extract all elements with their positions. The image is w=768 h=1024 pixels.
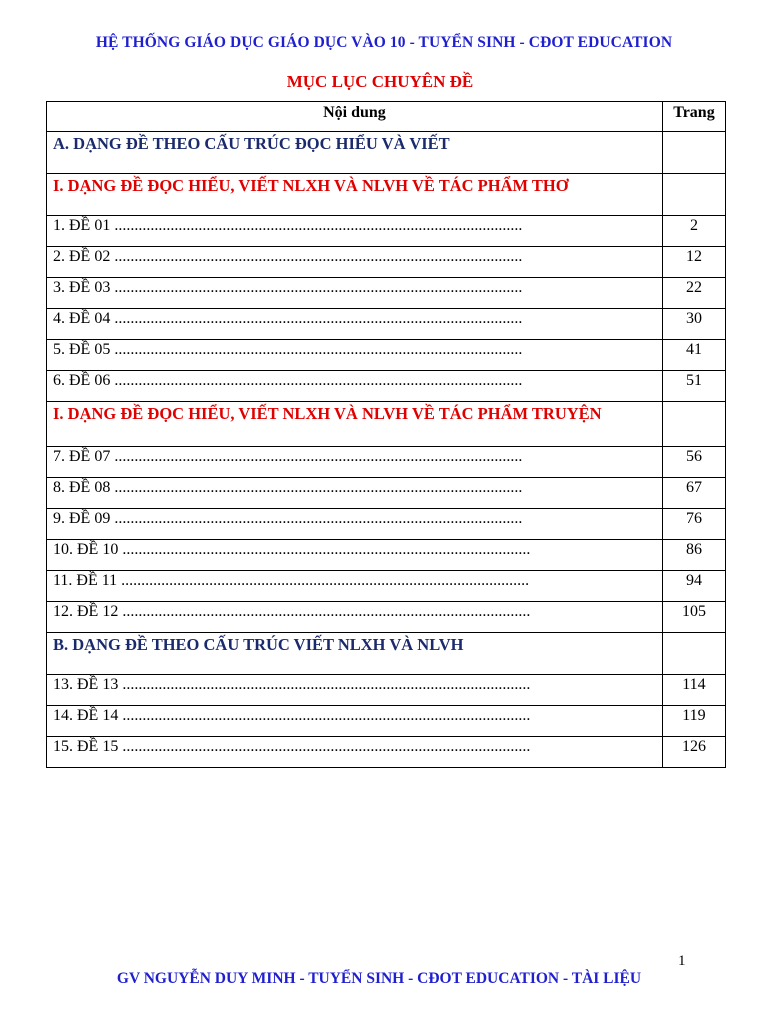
toc-entry-label[interactable]: 15. ĐỀ 15 ...................................................................................................... (47, 737, 663, 768)
toc-entry-label[interactable]: 8. ĐỀ 08 ...................................................................................................... (47, 478, 663, 509)
toc-entry-page: 86 (662, 540, 725, 571)
toc-entry-page: 114 (662, 675, 725, 706)
toc-entry-row (47, 509, 726, 540)
section-row (47, 174, 726, 216)
toc-entry-row (47, 602, 726, 633)
toc-entry-row (47, 340, 726, 371)
section-page-cell (662, 132, 725, 174)
toc-entry-label[interactable]: 14. ĐỀ 14 ...................................................................................................... (47, 706, 663, 737)
section-row (47, 633, 726, 675)
toc-entry-label[interactable]: 6. ĐỀ 06 ...................................................................................................... (47, 371, 663, 402)
section-page-cell (662, 633, 725, 675)
section-i-poetry-heading: I. DẠNG ĐỀ ĐỌC HIỂU, VIẾT NLXH VÀ NLVH VỀ TÁC PHẨM THƠ (47, 174, 663, 216)
document-title: MỤC LỤC CHUYÊN ĐỀ (286, 72, 474, 91)
document-footer: GV NGUYỄN DUY MINH - TUYỂN SINH - CĐOT EDUCATION - TÀI LIỆU (116, 970, 642, 987)
page-number: 1 (678, 953, 686, 969)
toc-entry-row (47, 706, 726, 737)
toc-entry-row (47, 278, 726, 309)
toc-entry-row (47, 675, 726, 706)
toc-entry-page: 105 (662, 602, 725, 633)
toc-entry-row (47, 447, 726, 478)
toc-entry-row (47, 540, 726, 571)
toc-entry-label[interactable]: 7. ĐỀ 07 ...................................................................................................... (47, 447, 663, 478)
content-column-header: Nội dung (47, 102, 663, 132)
toc-entry-label[interactable]: 12. ĐỀ 12 ...................................................................................................... (47, 602, 663, 633)
toc-entry-label[interactable]: 13. ĐỀ 13 ...................................................................................................... (47, 675, 663, 706)
toc-entry-row (47, 478, 726, 509)
table-of-contents (46, 101, 726, 768)
toc-entry-page: 41 (662, 340, 725, 371)
section-row (47, 132, 726, 174)
section-row (47, 402, 726, 447)
toc-entry-page: 51 (662, 371, 725, 402)
section-a-heading: A. DẠNG ĐỀ THEO CẤU TRÚC ĐỌC HIỂU VÀ VIẾT (47, 132, 663, 174)
section-page-cell (662, 174, 725, 216)
toc-entry-page: 126 (662, 737, 725, 768)
section-page-cell (662, 402, 725, 447)
page-column-header: Trang (662, 102, 725, 132)
toc-entry-page: 119 (662, 706, 725, 737)
toc-entry-page: 12 (662, 247, 725, 278)
toc-entry-label[interactable]: 9. ĐỀ 09 ...................................................................................................... (47, 509, 663, 540)
toc-entry-row (47, 216, 726, 247)
toc-entry-page: 94 (662, 571, 725, 602)
toc-entry-label[interactable]: 1. ĐỀ 01 ...................................................................................................... (47, 216, 663, 247)
toc-entry-row (47, 309, 726, 340)
section-b-heading: B. DẠNG ĐỀ THEO CẤU TRÚC VIẾT NLXH VÀ NLVH (47, 633, 663, 675)
toc-entry-row (47, 571, 726, 602)
toc-entry-page: 2 (662, 216, 725, 247)
section-i-story-heading: I. DẠNG ĐỀ ĐỌC HIỂU, VIẾT NLXH VÀ NLVH VỀ TÁC PHẨM TRUYỆN (47, 402, 663, 447)
toc-entry-row (47, 247, 726, 278)
toc-entry-page: 76 (662, 509, 725, 540)
toc-entry-label[interactable]: 3. ĐỀ 03 ...................................................................................................... (47, 278, 663, 309)
toc-entry-label[interactable]: 2. ĐỀ 02 ...................................................................................................... (47, 247, 663, 278)
document-header: HỆ THỐNG GIÁO DỤC GIÁO DỤC VÀO 10 - TUYỂN SINH - CĐOT EDUCATION (95, 34, 673, 51)
toc-entry-label[interactable]: 11. ĐỀ 11 ...................................................................................................... (47, 571, 663, 602)
toc-entry-label[interactable]: 4. ĐỀ 04 ...................................................................................................... (47, 309, 663, 340)
toc-entry-row (47, 371, 726, 402)
toc-entry-row (47, 737, 726, 768)
toc-header-row (47, 102, 726, 132)
toc-entry-page: 67 (662, 478, 725, 509)
toc-entry-page: 22 (662, 278, 725, 309)
toc-entry-label[interactable]: 5. ĐỀ 05 ...................................................................................................... (47, 340, 663, 371)
toc-entry-page: 30 (662, 309, 725, 340)
toc-entry-page: 56 (662, 447, 725, 478)
toc-entry-label[interactable]: 10. ĐỀ 10 ...................................................................................................... (47, 540, 663, 571)
